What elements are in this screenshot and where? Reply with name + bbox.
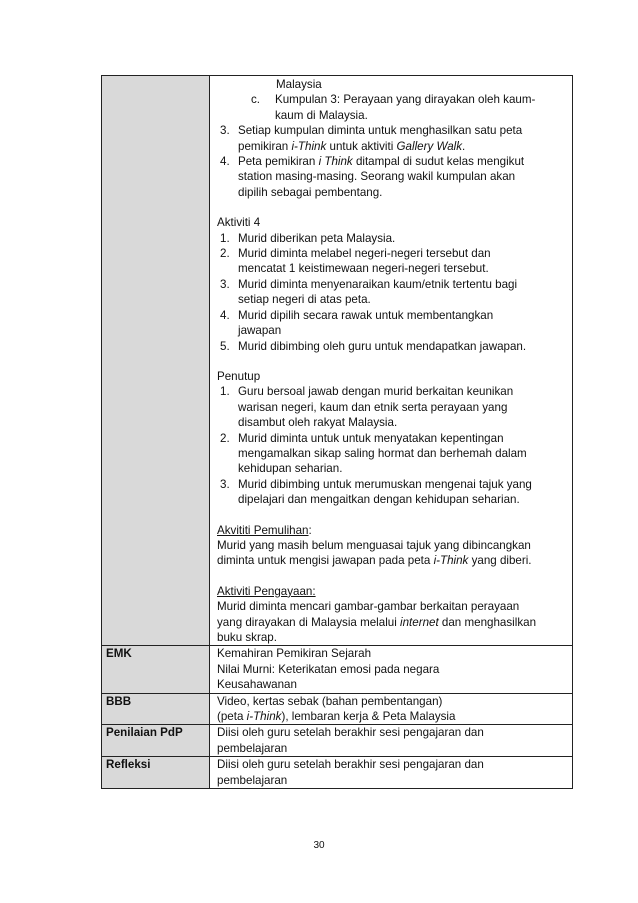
emk-label: EMK <box>102 646 210 693</box>
activity-row-label-cell <box>102 76 210 646</box>
penilaian-content: Diisi oleh guru setelah berakhir sesi pengajaran dan pembelajaran <box>210 725 573 757</box>
penutup-title: Penutup <box>217 369 261 383</box>
emk-content: Kemahiran Pemikiran Sejarah Nilai Murni: Keterikatan emosi pada negara Keusahawanan <box>210 646 573 693</box>
pemulihan-text: diminta untuk mengisi jawapan pada peta i-Think yang diberi. <box>217 554 532 568</box>
pemulihan-title: Akvititi Pemulihan: <box>217 523 312 537</box>
refleksi-row <box>102 757 573 789</box>
activity-row <box>102 76 573 646</box>
bbb-label: BBB <box>102 693 210 725</box>
activity-content-cell <box>210 76 573 646</box>
pengayaan-text: yang dirayakan di Malaysia melalui internet dan menghasilkan <box>217 615 537 629</box>
refleksi-content: Diisi oleh guru setelah berakhir sesi pengajaran dan pembelajaran <box>210 757 573 789</box>
continued-line: Malaysia <box>276 78 322 91</box>
list-item: 3. Setiap kumpulan diminta untuk menghasilkan satu peta pemikiran i-Think untuk aktiviti Gallery Walk. <box>220 124 523 153</box>
pengayaan-text: buku skrap. <box>217 631 277 644</box>
list-item: 2. Murid diminta melabel negeri-negeri tersebut dan mencatat 1 keistimewaan negeri-negeri tersebut. <box>220 247 491 276</box>
penilaian-row <box>102 725 573 757</box>
list-item: 1. Murid diberikan peta Malaysia. <box>220 231 396 245</box>
penutup-list <box>217 384 570 507</box>
pemulihan-text: Murid yang masih belum menguasai tajuk yang dibincangkan <box>217 538 531 552</box>
pengayaan-text: Murid diminta mencari gambar-gambar berkaitan perayaan <box>217 600 520 614</box>
aktiviti4-list <box>217 231 570 354</box>
aktiviti4-title: Aktiviti 4 <box>217 216 261 230</box>
list-item: 1. Guru bersoal jawab dengan murid berkaitan keunikan warisan negeri, kaum dan etnik serta perayaan yang disambut oleh rakyat Malaysia. <box>220 385 514 430</box>
pengayaan-title: Aktiviti Pengayaan: <box>217 584 316 598</box>
page-number: 30 <box>313 840 325 851</box>
lesson-plan-table <box>101 75 573 789</box>
penilaian-label: Penilaian PdP <box>102 725 210 757</box>
refleksi-label: Refleksi <box>102 757 210 789</box>
list-item: 4. Murid dipilih secara rawak untuk membentangkan jawapan <box>220 308 494 338</box>
list-item: 3. Murid diminta menyenaraikan kaum/etnik tertentu bagi setiap negeri di atas peta. <box>220 277 518 307</box>
bbb-content: Video, kertas sebak (bahan pembentangan) (peta i-Think), lembaran kerja & Peta Malaysia <box>210 693 573 725</box>
list-item: 3. Murid dibimbing untuk merumuskan mengenai tajuk yang dipelajari dan mengaitkan dengan kehidupan seharian. <box>220 477 532 507</box>
bbb-row <box>102 693 573 725</box>
list-item: c. Kumpulan 3: Perayaan yang dirayakan oleh kaum- kaum di Malaysia. <box>251 93 536 122</box>
list-item: 4. Peta pemikiran i Think ditampal di sudut kelas mengikut station masing-masing. Seorang wakil kumpulan akan dipilih sebagai pembentang. <box>220 155 525 199</box>
emk-row <box>102 646 573 693</box>
list-item: 5. Murid dibimbing oleh guru untuk mendapatkan jawapan. <box>220 339 527 353</box>
list-item: 2. Murid diminta untuk untuk menyatakan kepentingan mengamalkan sikap saling hormat dan berhemah dalam kehidupan seharian. <box>220 431 527 476</box>
